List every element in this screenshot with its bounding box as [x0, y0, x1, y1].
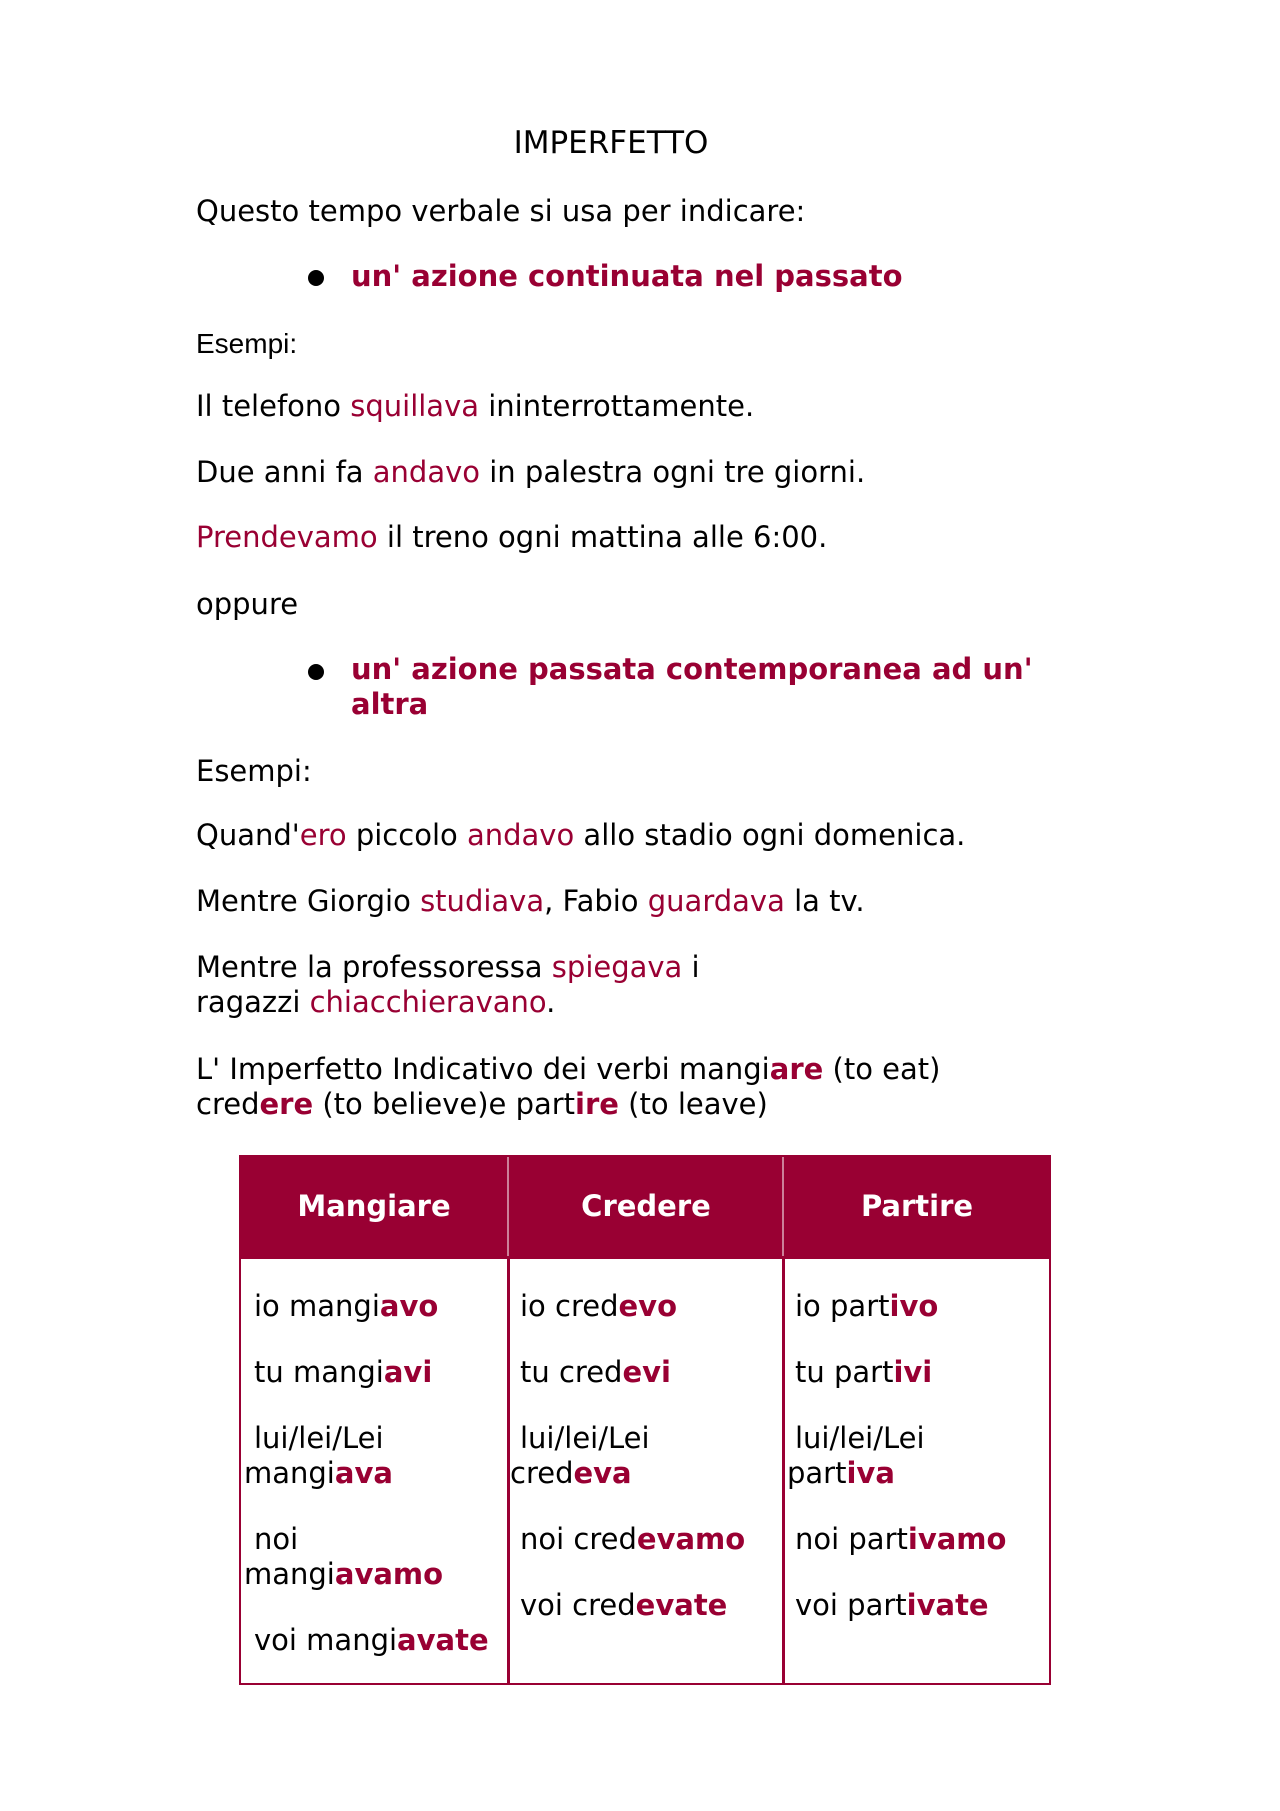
table-cell: noi: [254, 1522, 299, 1556]
table-cell: tu mangiavi: [254, 1355, 433, 1389]
table-cell: noi credevamo: [520, 1522, 746, 1556]
table-cell: mangiava: [244, 1456, 393, 1490]
bullet-icon: [308, 270, 324, 286]
bullet-icon: [308, 664, 324, 680]
table-cell: credeva: [510, 1456, 632, 1490]
example-1: Il telefono squillava ininterrottamente.: [196, 389, 755, 423]
header-partire: Partire: [860, 1189, 974, 1223]
table-cell: lui/lei/Lei: [795, 1421, 925, 1455]
header-mangiare: Mangiare: [297, 1189, 451, 1223]
example-3: Prendevamo il treno ogni mattina alle 6:00.: [196, 520, 828, 554]
table-cell: lui/lei/Lei: [254, 1421, 384, 1455]
verb-highlight: squillava: [350, 389, 480, 423]
oppure-text: oppure: [196, 587, 299, 621]
table-cell: voi mangiavate: [254, 1623, 489, 1657]
column-mangiare: [241, 1259, 507, 1683]
use-2: un' azione passata contemporanea ad un' altra: [351, 652, 1033, 721]
header-credere: Credere: [581, 1189, 711, 1223]
table-cell: lui/lei/Lei: [520, 1421, 650, 1455]
table-cell: tu credevi: [520, 1355, 671, 1389]
example-4: Quand'ero piccolo andavo allo stadio ogni domenica.: [196, 818, 966, 852]
table-cell: io partivo: [795, 1289, 939, 1323]
column-partire: [785, 1259, 1049, 1683]
conjugation-note: L' Imperfetto Indicativo dei verbi mangiare (to eat) credere (to believe)e partire (to leave): [196, 1052, 941, 1121]
example-5: Mentre Giorgio studiava, Fabio guardava la tv.: [196, 884, 865, 918]
intro-text: Questo tempo verbale si usa per indicare:: [196, 194, 806, 228]
examples-label-2: Esempi:: [196, 754, 312, 788]
use-1: un' azione continuata nel passato: [351, 259, 903, 293]
table-cell: noi partivamo: [795, 1522, 1007, 1556]
table-cell: voi credevate: [520, 1588, 728, 1622]
column-credere: [510, 1259, 782, 1683]
table-header: [241, 1157, 1049, 1256]
verb-highlight: andavo: [372, 455, 481, 489]
table-cell: partiva: [787, 1456, 895, 1490]
table-cell: io credevo: [520, 1289, 677, 1323]
verb-highlight: Prendevamo: [196, 520, 378, 554]
table-cell: io mangiavo: [254, 1289, 439, 1323]
examples-label-1: Esempi:: [196, 328, 298, 359]
page-title: IMPERFETTO: [513, 125, 709, 161]
conjugation-table: [239, 1155, 1051, 1685]
example-6: Mentre la professoressa spiegava i ragazzi chiacchieravano.: [196, 950, 700, 1019]
table-cell: voi partivate: [795, 1588, 989, 1622]
example-2: Due anni fa andavo in palestra ogni tre giorni.: [196, 455, 866, 489]
table-cell: tu partivi: [795, 1355, 933, 1389]
table-cell: mangiavamo: [244, 1557, 444, 1591]
